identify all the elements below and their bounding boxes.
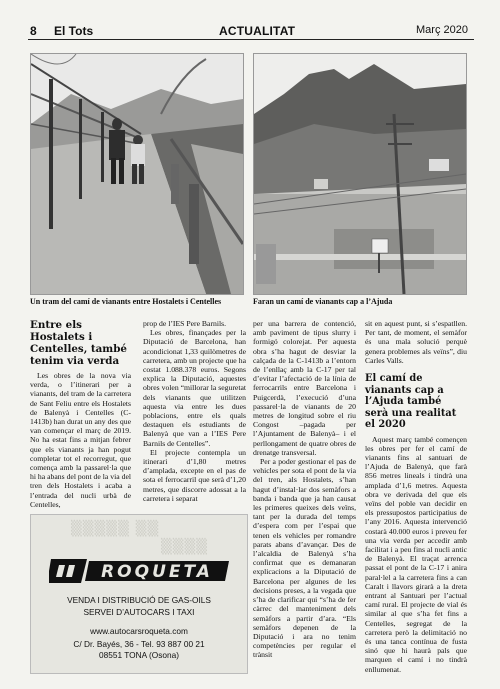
article1-column-1 <box>30 319 131 509</box>
article1-paragraph: Per a poder gestionar el pas de vehicles per sota el pont de la via del tren, als Hostalets, s’han hagut d’instal·lar dos semàfors a banda i banda que ja han causat les primeres queixes dels veïns, tant per la durada del temps d’espera com per l’espai que tenen els vehicles per romandre parats abans d’avançar. Des de l’alcaldia de Balenyà s’ha confirmat que es demanaran explicacions a la Diputació de Barcelona per algunes de les decisions preses, a la vegada que s’ha de clarificar qui “s’ha de fer càrrec del manteniment dels semàfors a partir d’ara. “Els semàfors depenen de la Diputació i ara no tenim competències per regular el trànsit <box>253 457 356 660</box>
ad-town: 08551 TONA (Osona) <box>99 650 179 660</box>
article1-column-3 <box>253 319 356 660</box>
photo-caption-right: Faran un camí de vianants cap a l’Ajuda <box>253 297 393 306</box>
article1-paragraph: sit en aquest punt, si s’espatllen. Per tant, de moment, el semàfor és una mala solució perquè genera problemes als veïns”, diu Carles Valls. <box>365 319 467 365</box>
issue-date: Març 2020 <box>416 24 468 36</box>
header-rule <box>28 39 474 40</box>
page-header <box>28 22 474 40</box>
article1-paragraph: prop de l’IES Pere Barnils. <box>143 319 227 328</box>
ad-background-pattern: ▒▒▒▒ <box>161 539 209 555</box>
page-number: 8 <box>30 24 37 38</box>
article1-paragraph: El projecte contempla un itinerari d’1,80 metres d’amplada, excepte en el pas de sota el ferrocarril que serà d’1,20 metres, que discorre adossat a la carretera i separat <box>143 447 246 503</box>
article1-paragraph: Les obres de la nova via verda, o l’itinerari per a vianants, del tram de la carretera de Sant Feliu entre els Hostalets de Balenyà i Centelles (C-1413b) han durat un any des que van començar el març de 2019. No ha estat fins a mitjan febrer que els vianants ja han pogut completar tot el recorregut, que comença amb la passarel·la que hi ha abans del pont de la via del tren dels Hostalets i acaba a l’entrada del nucli urbà de Centelles, <box>30 371 131 509</box>
article2-column <box>365 319 467 674</box>
ad-services-line-1: VENDA I DISTRIBUCIÓ DE GAS-OILS <box>67 595 211 605</box>
article1-paragraph: Les obres, finançades per la Diputació de Barcelona, han acondicionat 1,33 quilòmetres de carretera, amb un projecte que ha costat 1.088.378 euros. Segons explica la Diputació, aquestes obres volen “millorar la seguretat dels vianants que utilitzen aquesta via entre les dues poblacions, entre els quals destaquen els estudiants de Balenyà que van a l’IES Pere Barnils de Centelles”. <box>143 328 246 448</box>
photo-pedestrian-path <box>30 53 244 295</box>
photo-landscape-ajuda <box>253 53 467 295</box>
ad-services-line-2: SERVEI D’AUTOCARS I TAXI <box>83 607 195 617</box>
photo-caption-left: Un tram del camí de vianants entre Hostalets i Centelles <box>30 297 222 306</box>
article1-paragraph: per una barrera de contenció, amb paviment de tipus slurry i formigó colorejat. Per aquesta obra s’ha hagut de desviar la calçada de la C-1413b a l’entorn de l’enllaç amb la C-17 per tal d’evitar l’afectació de la línia de ferrocarrils entre Barcelona i Puigcerdà, l’execució d’una passarel·la de vianants de 20 metres de longitud sobre el riu Congost –pagada per l’Ajuntament de Balenyà– i el perllongament de quatre obres de drenatge transversal. <box>253 319 356 457</box>
ad-brand: ROQUETA <box>101 562 213 582</box>
advertisement-roqueta <box>30 514 248 674</box>
article1-column-2 <box>143 319 246 503</box>
roqueta-logo <box>49 555 231 587</box>
ad-address: C/ Dr. Bayés, 36 - Tel. 93 887 00 21 <box>73 639 205 649</box>
publication-name: El Tots <box>54 24 94 38</box>
section-name: ACTUALITAT <box>219 24 296 38</box>
article2-paragraph: Aquest març també començen les obres per fer el camí de vianants fins al santuari de l’Ajuda de Balenyà, que farà 856 metres lineals i tindrà una amplada d’1,6 metres. Aquesta obra ve derivada del que els veïns del poble van decidir en els pressupostos participatius de l’any 2016. Aquesta intervenció costarà 40.000 euros i preveu fer una via verda per accedir amb facilitat i a peu fins al nucli antic de Balenyà. El traçat arrenca passat el pont de la C-17 i anira paral·lel a la carretera fins a can Caralt i llavors girarà a la dreta entrant al Santuari per l’actual camí rural. El projecte de vial és similar al que s’ha fet fins a Centelles, segregat de la carretera però la delimitació no és una tanca contínua de fusta sinó que hi haurà pals que marquen el camí i no tindrà enllumenat. <box>365 434 467 674</box>
article2-title: El camí de vianants cap a l’Ajuda també serà una realitat el 2020 <box>365 373 457 431</box>
ad-background-pattern: ▒▒▒▒▒ ▒▒ <box>71 521 160 537</box>
ad-website: www.autocarsroqueta.com <box>90 626 188 636</box>
article1-title: Entre els Hostalets i Centelles, també tenim via verda <box>30 319 127 367</box>
